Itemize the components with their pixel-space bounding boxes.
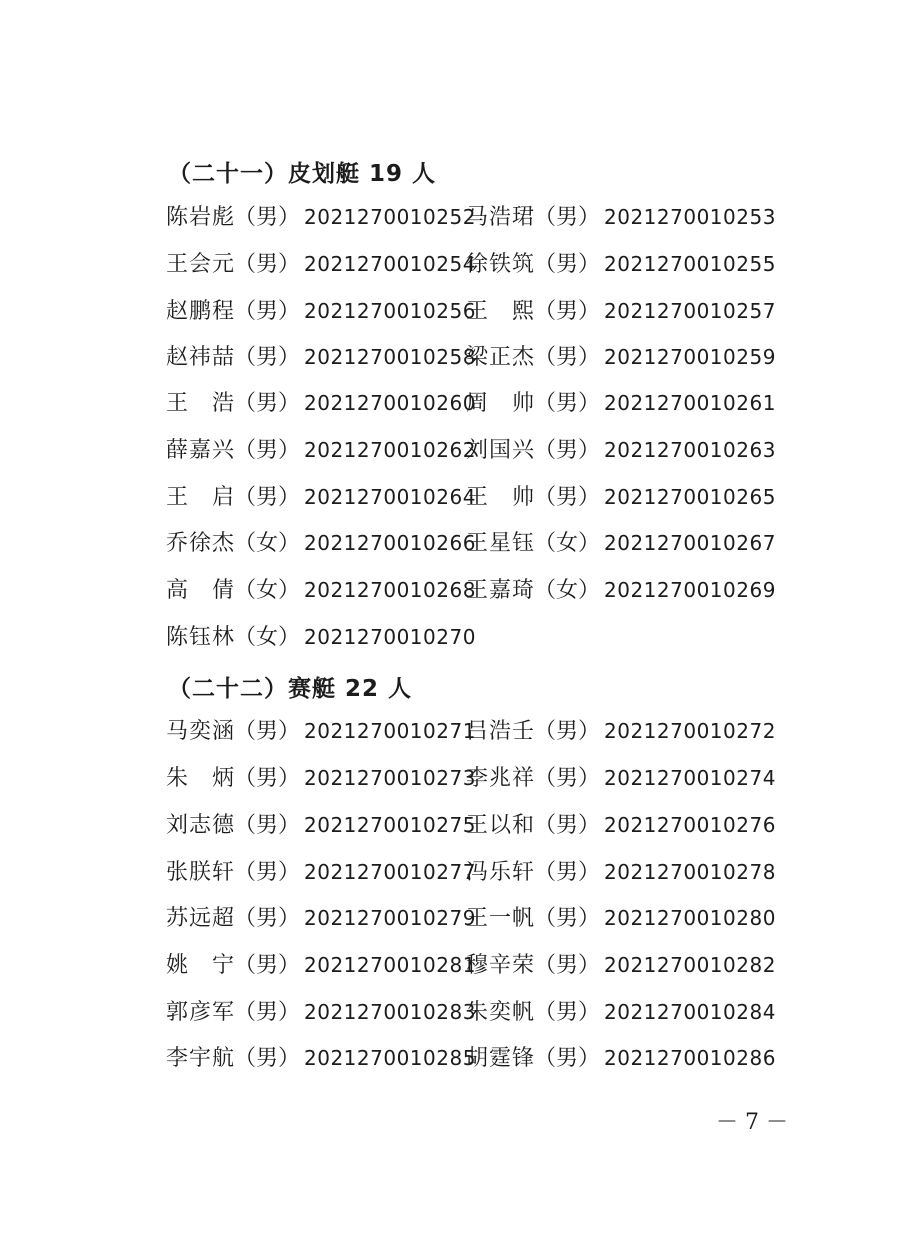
athlete-id: 2021270010278 [604,860,776,884]
athlete-gender: （男） [234,485,301,510]
athlete-id: 2021270010273 [304,766,476,790]
athlete-gender: （男） [534,485,601,510]
athlete-name: 冯乐轩 [466,860,536,885]
athlete-gender: （男） [534,813,601,838]
athlete-id: 2021270010258 [304,345,476,369]
athlete-name: 王星钰 [466,531,536,556]
athlete-entry [166,342,476,373]
athlete-gender: （男） [534,1000,601,1025]
athlete-entry [466,528,776,559]
athlete-gender: （男） [234,766,301,791]
athlete-entry [466,249,776,280]
athlete-gender: （男） [534,299,601,324]
athlete-id: 2021270010259 [604,345,776,369]
athlete-id: 2021270010275 [304,813,476,837]
athlete-name: 王一帆 [466,906,536,931]
athlete-gender: （女） [234,531,301,556]
athlete-gender: （男） [534,391,601,416]
athlete-entry [166,249,476,280]
athlete-id: 2021270010274 [604,766,776,790]
athlete-gender: （男） [534,205,601,230]
athlete-entry [166,202,476,233]
athlete-entry [466,575,776,606]
athlete-gender: （男） [534,252,601,277]
athlete-id: 2021270010279 [304,906,476,930]
athlete-id: 2021270010285 [304,1046,476,1070]
athlete-gender: （男） [534,345,601,370]
athlete-name: 刘国兴 [466,438,536,463]
athlete-id: 2021270010277 [304,860,476,884]
athlete-name: 赵鹏程 [166,299,236,324]
athlete-name: 王 帅 [466,485,536,510]
athlete-entry [166,482,476,513]
athlete-name: 朱奕帆 [466,1000,536,1025]
athlete-entry [466,997,776,1028]
athlete-gender: （男） [234,906,301,931]
athlete-name: 周 帅 [466,391,536,416]
athlete-entry [166,857,476,888]
athlete-id: 2021270010280 [604,906,776,930]
athlete-name: 胡霆锋 [466,1046,536,1071]
athlete-id: 2021270010286 [604,1046,776,1070]
athlete-gender: （男） [234,205,301,230]
athlete-entry [166,763,476,794]
athlete-name: 李宇航 [166,1046,236,1071]
athlete-name: 赵祎喆 [166,345,236,370]
athlete-gender: （男） [534,438,601,463]
athlete-name: 张朕轩 [166,860,236,885]
athlete-name: 王 熙 [466,299,536,324]
athlete-entry [466,950,776,981]
athlete-entry [466,482,776,513]
athlete-id: 2021270010264 [304,485,476,509]
athlete-id: 2021270010256 [304,299,476,323]
athlete-name: 刘志德 [166,813,236,838]
athlete-entry [166,950,476,981]
athlete-entry [466,1043,776,1074]
athlete-name: 王嘉琦 [466,578,536,603]
athlete-name: 李兆祥 [466,766,536,791]
athlete-entry [466,342,776,373]
athlete-name: 徐铁筑 [466,252,536,277]
athlete-id: 2021270010254 [304,252,476,276]
athlete-name: 陈钰林 [166,625,236,650]
athlete-name: 姚 宁 [166,953,236,978]
athlete-gender: （男） [234,719,301,744]
athlete-id: 2021270010266 [304,531,476,555]
athlete-name: 王会元 [166,252,236,277]
athlete-gender: （男） [234,438,301,463]
athlete-name: 王以和 [466,813,536,838]
athlete-gender: （男） [234,1000,301,1025]
athlete-id: 2021270010268 [304,578,476,602]
athlete-gender: （女） [534,578,601,603]
athlete-id: 2021270010253 [604,205,776,229]
athlete-gender: （男） [534,860,601,885]
athlete-gender: （男） [234,813,301,838]
athlete-gender: （男） [534,953,601,978]
athlete-gender: （男） [534,719,601,744]
athlete-name: 王 浩 [166,391,236,416]
athlete-id: 2021270010270 [304,625,476,649]
athlete-name: 马奕涵 [166,719,236,744]
athlete-name: 郭彦军 [166,1000,236,1025]
athlete-id: 2021270010263 [604,438,776,462]
athlete-name: 朱 炳 [166,766,236,791]
athlete-entry [466,810,776,841]
athlete-id: 2021270010257 [604,299,776,323]
athlete-id: 2021270010262 [304,438,476,462]
athlete-entry [166,903,476,934]
athlete-id: 2021270010276 [604,813,776,837]
athlete-gender: （男） [534,1046,601,1071]
athlete-id: 2021270010283 [304,1000,476,1024]
athlete-entry [166,622,476,653]
athlete-gender: （男） [234,252,301,277]
athlete-entry [166,528,476,559]
athlete-id: 2021270010267 [604,531,776,555]
athlete-entry [166,575,476,606]
section-heading-rowing: （二十二）赛艇 22 人 [168,676,413,702]
athlete-gender: （男） [234,860,301,885]
athlete-entry [166,296,476,327]
athlete-name: 梁正杰 [466,345,536,370]
athlete-id: 2021270010255 [604,252,776,276]
athlete-gender: （男） [234,299,301,324]
athlete-entry [466,296,776,327]
athlete-id: 2021270010281 [304,953,476,977]
athlete-gender: （女） [234,625,301,650]
athlete-entry [466,435,776,466]
athlete-entry [466,857,776,888]
athlete-entry [166,1043,476,1074]
page-number: － 7 － [716,1110,788,1135]
athlete-id: 2021270010260 [304,391,476,415]
athlete-gender: （男） [234,391,301,416]
athlete-id: 2021270010252 [304,205,476,229]
athlete-entry [166,810,476,841]
athlete-name: 穆辛荣 [466,953,536,978]
athlete-id: 2021270010272 [604,719,776,743]
athlete-gender: （男） [234,345,301,370]
athlete-name: 乔徐杰 [166,531,236,556]
athlete-gender: （男） [534,906,601,931]
athlete-gender: （男） [534,766,601,791]
athlete-name: 苏远超 [166,906,236,931]
athlete-gender: （男） [234,953,301,978]
athlete-entry [166,716,476,747]
athlete-name: 薛嘉兴 [166,438,236,463]
athlete-name: 马浩珺 [466,205,536,230]
athlete-name: 陈岩彪 [166,205,236,230]
athlete-name: 高 倩 [166,578,236,603]
athlete-entry [466,716,776,747]
athlete-entry [466,903,776,934]
athlete-name: 王 启 [166,485,236,510]
athlete-id: 2021270010265 [604,485,776,509]
athlete-entry [466,388,776,419]
athlete-entry [166,997,476,1028]
athlete-entry [466,763,776,794]
athlete-entry [166,435,476,466]
athlete-gender: （男） [234,1046,301,1071]
athlete-gender: （女） [534,531,601,556]
athlete-id: 2021270010261 [604,391,776,415]
athlete-entry [166,388,476,419]
athlete-id: 2021270010284 [604,1000,776,1024]
athlete-id: 2021270010271 [304,719,476,743]
athlete-name: 吕浩壬 [466,719,536,744]
section-heading-canoe: （二十一）皮划艇 19 人 [168,161,437,187]
athlete-id: 2021270010269 [604,578,776,602]
athlete-entry [466,202,776,233]
athlete-gender: （女） [234,578,301,603]
athlete-id: 2021270010282 [604,953,776,977]
